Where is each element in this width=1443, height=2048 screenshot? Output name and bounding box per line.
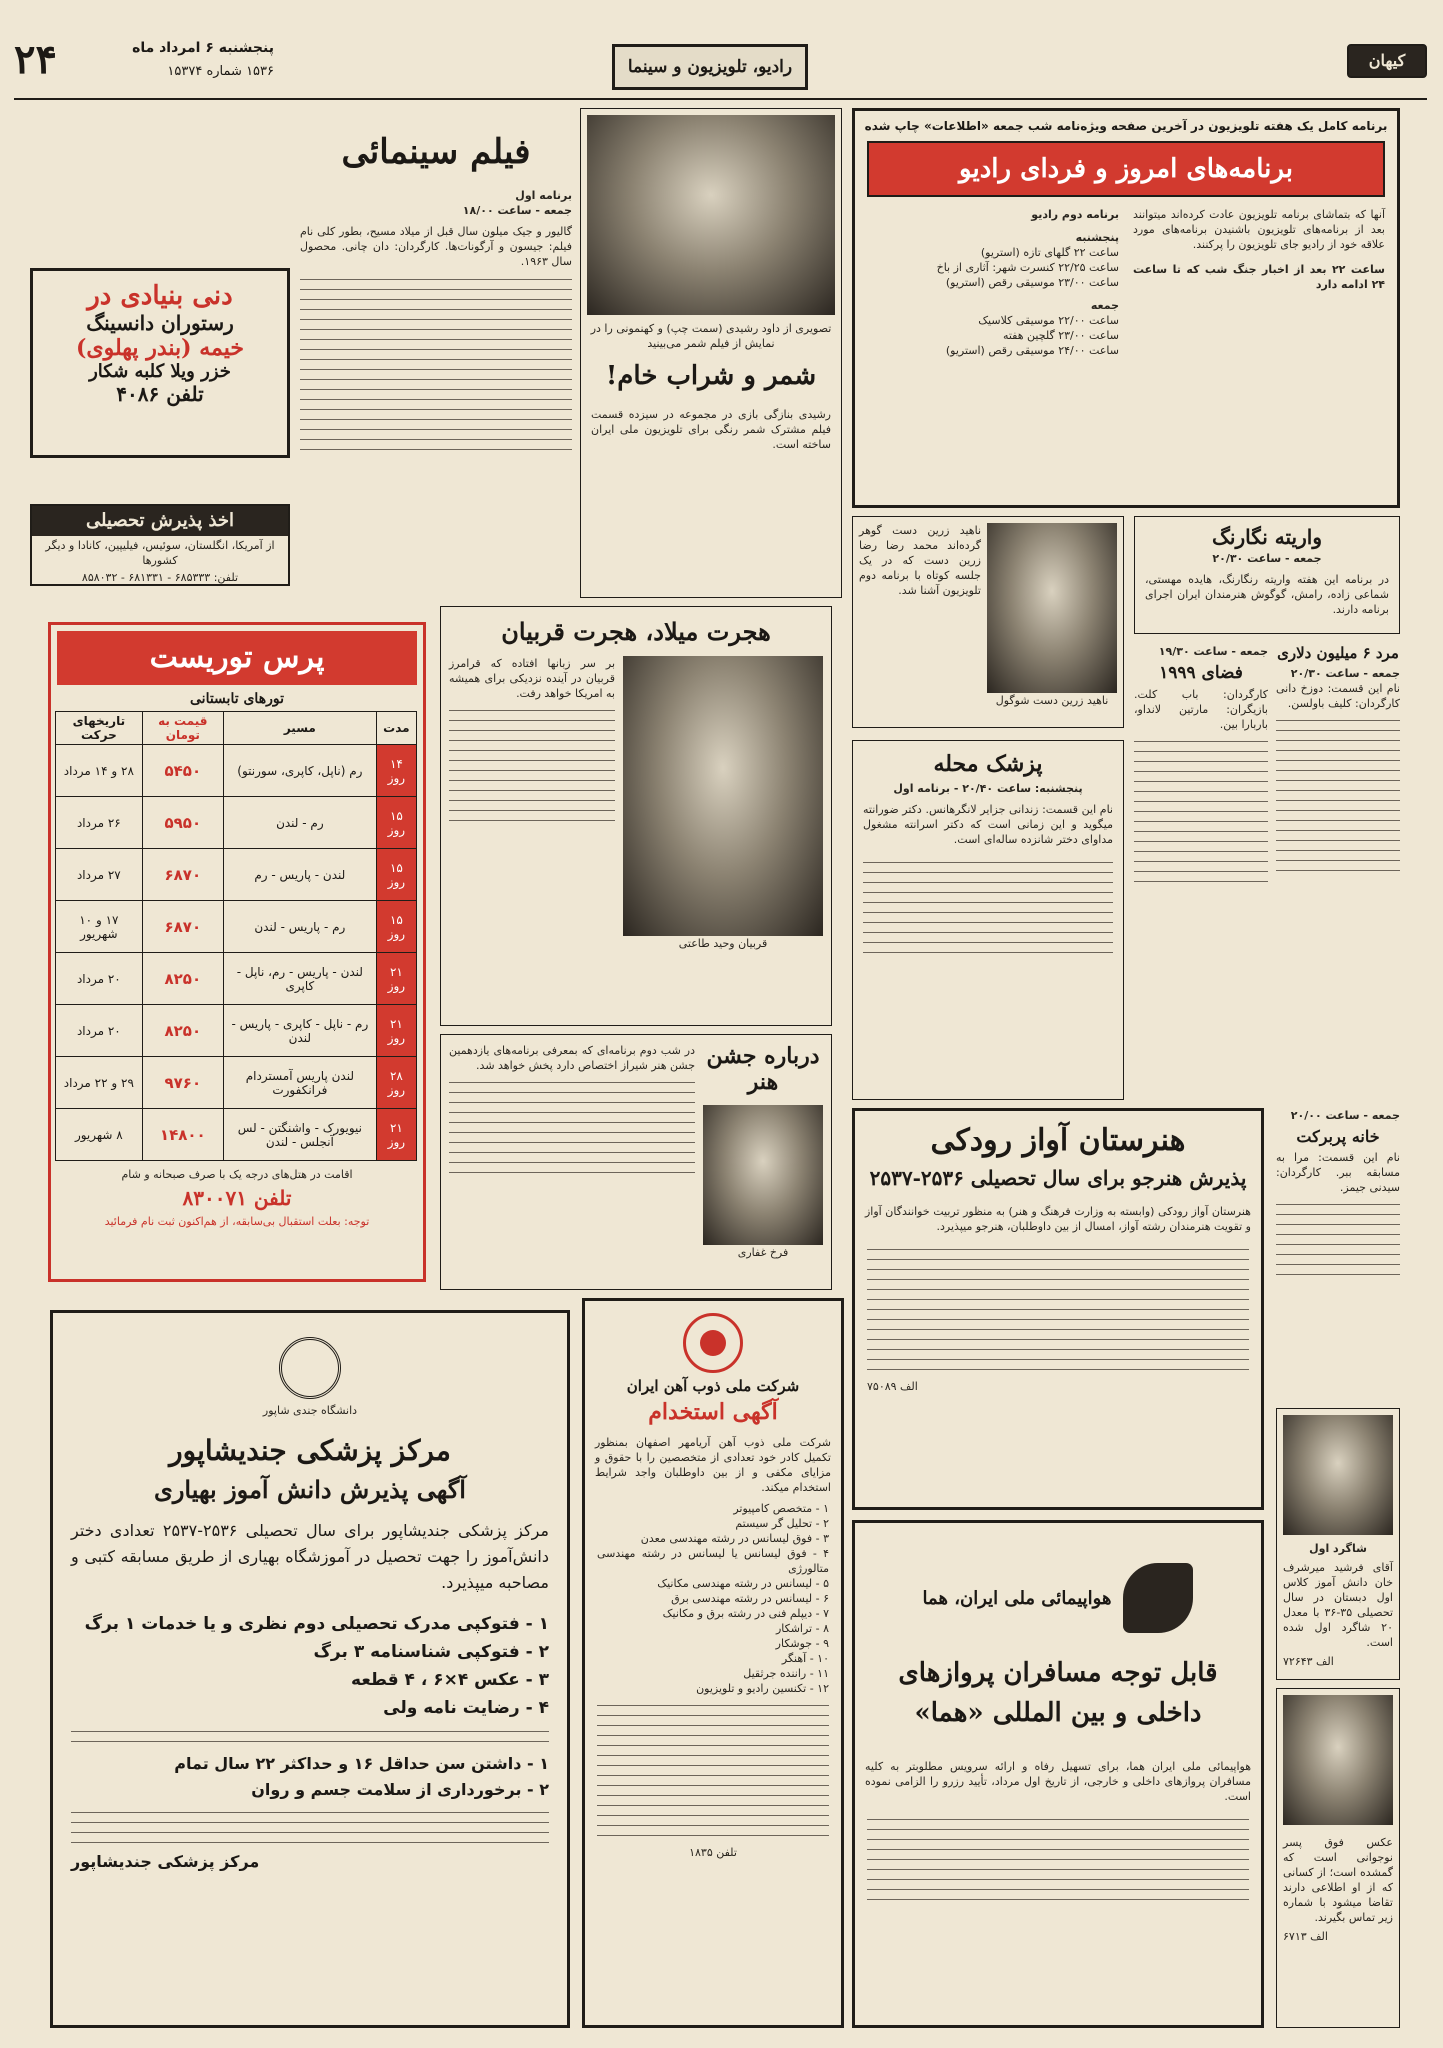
- jundishapur-item: ۳ - عکس ۴×۶ ، ۴ قطعه: [351, 1670, 549, 1690]
- tour-days: ۱۵ روز: [376, 849, 416, 901]
- tour-header-row: [56, 712, 417, 745]
- tour-price: ۹۷۶۰: [142, 1057, 223, 1109]
- boy-notice-2: [1276, 1688, 1400, 2028]
- jundishapur-condition: ۱ - داشتن سن حداقل ۱۶ و حداکثر ۲۲ سال تمام: [174, 1754, 549, 1773]
- tour-date: ۲۷ مرداد: [56, 849, 143, 901]
- boy1-code: الف ۷۲۶۴۳: [1283, 1655, 1334, 1668]
- festival-body: در شب دوم برنامه‌ای که بمعرفی برنامه‌های یازدهمین جشن هنر شیراز اختصاص دارد پخش خواهد شد.: [449, 1044, 695, 1072]
- conservatory-title: هنرستان آواز رودکی: [930, 1123, 1186, 1158]
- fri-item-3: ساعت ۲۴/۰۰ موسیقی رقص (استریو): [945, 344, 1119, 357]
- steel-footer: تلفن ۱۸۳۵: [689, 1846, 737, 1859]
- tour-row: [56, 901, 417, 953]
- tour-row: [56, 745, 417, 797]
- steel-item: ۸ - تراشکار: [775, 1622, 829, 1635]
- boy2-body: عکس فوق پسر نوجوانی است که گمشده است؛ از کسانی که از او اطلاعی دارند تقاضا میشود با شماره زیر تماس بگیرند.: [1283, 1836, 1393, 1924]
- fazaye-title: فضای ۱۹۹۹: [1159, 663, 1243, 683]
- film-cinema-time: جمعه - ساعت ۱۸/۰۰: [462, 204, 572, 217]
- actress-photo: [987, 523, 1117, 693]
- tour-route: رم - پاریس - لندن: [223, 901, 376, 953]
- hejrat-title: هجرت میلاد، هجرت قربیان: [501, 617, 771, 646]
- homa-title: قابل توجه مسافران پروازهای داخلی و بین المللی «هما»: [898, 1658, 1218, 1728]
- conservatory-code: الف ۷۵۰۸۹: [867, 1380, 918, 1393]
- jundishapur-conditions: [53, 1751, 567, 1803]
- restaurant-line4: خزر ویلا کلبه شکار: [89, 361, 231, 382]
- steel-item: ۱۲ - تکنسین رادیو و تلویزیون: [696, 1682, 829, 1695]
- restaurant-phone: تلفن ۴۰۸۶: [116, 382, 204, 406]
- shamr-body: رشیدی بنازگی بازی در مجموعه در سیزده قسمت فیلم مشترک شمر رنگی برای تلویزیون ملی ایران ساخته است.: [591, 408, 831, 451]
- hejrat-photo-block: [623, 656, 823, 951]
- steel-item: ۴ - فوق لیسانس یا لیسانس در رشته مهندسی متالورژی: [597, 1547, 829, 1575]
- fri-item-1: ساعت ۲۲/۰۰ موسیقی کلاسیک: [978, 314, 1119, 327]
- boy-photo-1: [1283, 1415, 1393, 1535]
- doctor-title: پزشک محله: [933, 751, 1043, 777]
- film-cinema-body: گالیور و جیک میلون سال قبل از میلاد مسیح، بطور کلی نام فیلم: جیسون و آرگونات‌ها. کارگردان: دان چانی. محصول سال ۱۹۶۳.: [300, 225, 572, 268]
- homa-brand: هواپیمائی ملی ایران، هما: [922, 1587, 1112, 1609]
- fazaye-article: [1134, 644, 1268, 1024]
- steel-item: ۱۰ - آهنگر: [781, 1652, 829, 1665]
- programs-schedule-column: [867, 207, 1119, 358]
- boy-notice-1: [1276, 1408, 1400, 1680]
- tour-route: لندن - پاریس - رم: [223, 849, 376, 901]
- tour-price: ۶۸۷۰: [142, 901, 223, 953]
- admission-ad: [30, 504, 290, 586]
- tour-header-route: مسیر: [223, 712, 376, 745]
- film-cinema-filler: [300, 279, 572, 450]
- tour-days: ۲۸ روز: [376, 1057, 416, 1109]
- jundishapur-items: [53, 1610, 567, 1722]
- section-header: [612, 44, 808, 90]
- tour-row: [56, 1057, 417, 1109]
- masthead-date-block: [14, 34, 274, 94]
- film-still-photo: [587, 115, 835, 315]
- perbark-article: [1276, 1108, 1400, 1398]
- radio2-title: برنامه دوم رادیو: [1031, 208, 1119, 221]
- tour-route: لندن - پاریس - رم، ناپل - کاپری: [223, 953, 376, 1005]
- conservatory-ad: [852, 1108, 1264, 1510]
- six-million-title: مرد ۶ میلیون دلاری: [1277, 644, 1399, 662]
- steel-items: [585, 1501, 841, 1696]
- tour-price: ۶۸۷۰: [142, 849, 223, 901]
- steel-item: ۱ - متخصص کامپیوتر: [733, 1502, 829, 1515]
- fri-item-2: ساعت ۲۳/۰۰ گلچین هفته: [1002, 329, 1119, 342]
- tour-route: رم - لندن: [223, 797, 376, 849]
- tour-days: ۱۴ روز: [376, 745, 416, 797]
- jundishapur-item: ۴ - رضایت نامه ولی: [383, 1698, 549, 1718]
- doctor-time: پنجشنبه: ساعت ۲۰/۴۰ - برنامه اول: [893, 782, 1083, 795]
- variety-time: جمعه - ساعت ۲۰/۳۰: [1212, 552, 1322, 565]
- programs-intro-column: [1133, 207, 1385, 358]
- admission-phone: تلفن: ۶۸۵۳۳۳ - ۶۸۱۳۳۱ - ۸۵۸۰۳۲: [81, 571, 239, 584]
- tour-date: ۲۰ مرداد: [56, 953, 143, 1005]
- shamr-article: [580, 108, 842, 598]
- tour-price: ۸۲۵۰: [142, 1005, 223, 1057]
- thu-item-3: ساعت ۲۳/۰۰ موسیقی رقص (استریو): [945, 276, 1119, 289]
- page-number: ۲۴: [14, 36, 57, 83]
- section-title: رادیو، تلویزیون و سینما: [627, 57, 793, 77]
- variety-body: در برنامه این هفته واریته رنگارنگ، هایده مهستی، شماعی زاده، رامش، گوگوش هنرمندان ایران اجرای برنامه دارند.: [1145, 573, 1389, 616]
- steel-item: ۶ - لیسانس در رشته مهندسی برق: [671, 1592, 829, 1605]
- festival-title: درباره جشن هنر: [706, 1043, 820, 1095]
- perbark-time: جمعه - ساعت ۲۰/۰۰: [1290, 1109, 1400, 1122]
- festival-filler: [449, 1082, 695, 1173]
- festival-photo-block: [703, 1043, 823, 1260]
- tour-route: لندن پاریس آمستردام فرانکفورت: [223, 1057, 376, 1109]
- tour-row: [56, 1005, 417, 1057]
- jundishapur-subtitle: آگهی پذیرش دانش آموز بهیاری: [154, 1475, 466, 1504]
- festival-text-column: [449, 1043, 695, 1260]
- steel-item: ۲ - تحلیل گر سیستم: [735, 1517, 829, 1530]
- jundishapur-condition: ۲ - برخورداری از سلامت جسم و روان: [251, 1780, 549, 1799]
- programs-topline: برنامه کامل یک هفته تلویزیون در آخرین صفحه ویژه‌نامه شب جمعه «اطلاعات» چاپ شده: [864, 119, 1388, 133]
- tour-days: ۱۵ روز: [376, 797, 416, 849]
- steel-item: ۹ - جوشکار: [775, 1637, 829, 1650]
- hejrat-photo: [623, 656, 823, 936]
- fazaye-body: کارگردان: باب کلت. بازیگران: مارتین لانداو، باربارا بین.: [1134, 688, 1268, 731]
- tour-price: ۸۲۵۰: [142, 953, 223, 1005]
- steel-item: ۱۱ - راننده جرثقیل: [743, 1667, 829, 1680]
- tour-price: ۱۴۸۰۰: [142, 1109, 223, 1161]
- tour-date: ۲۰ مرداد: [56, 1005, 143, 1057]
- programs-news: ساعت ۲۲ بعد از اخبار جنگ شب که تا ساعت ۲۴ ادامه دارد: [1133, 263, 1386, 291]
- tour-route: رم - ناپل - کاپری - پاریس - لندن: [223, 1005, 376, 1057]
- conservatory-body: هنرستان آواز رودکی (وابسته به وزارت فرهنگ و هنر) به منظور تربیت خوانندگان آواز و تقویت هنرمندان رشته آواز، امسال از بین داوطلبان، هنرجو میپذیرد.: [865, 1205, 1251, 1233]
- jundishapur-signature: مرکز پزشکی جندیشاپور: [71, 1852, 260, 1871]
- steel-item: ۳ - فوق لیسانس در رشته مهندسی معدن: [640, 1532, 829, 1545]
- day2-label: جمعه: [1090, 299, 1119, 312]
- tour-date: ۲۸ و ۱۴ مرداد: [56, 745, 143, 797]
- doctor-article: [852, 740, 1124, 1100]
- programs-title: برنامه‌های امروز و فردای رادیو: [867, 141, 1385, 197]
- hejrat-body: بر سر زبانها افتاده که قرامرز قربیان در آینده نزدیکی برای همیشه به امریکا خواهد رفت.: [449, 657, 615, 700]
- restaurant-line1: دنی بنیادی در: [87, 281, 233, 311]
- tour-row: [56, 797, 417, 849]
- actress-body: ناهید زرین دست گوهر گرده‌اند محمد رضا رضا زرین دست که در یک جلسه کوتاه با برنامه دوم تلویزیون آشنا شد.: [859, 524, 981, 597]
- thu-item-1: ساعت ۲۲ گلهای تازه (استریو): [980, 246, 1119, 259]
- six-million-article: [1276, 644, 1400, 1094]
- steel-logo-icon: [683, 1313, 743, 1373]
- festival-caption: فرخ غفاری: [737, 1246, 789, 1259]
- tour-date: ۱۷ و ۱۰ شهریور: [56, 901, 143, 953]
- restaurant-line2: رستوران دانسینگ: [86, 311, 234, 335]
- festival-article: [440, 1034, 832, 1290]
- steel-item: ۷ - دیپلم فنی در رشته برق و مکانیک: [662, 1607, 829, 1620]
- hejrat-text-column: [449, 656, 615, 951]
- tour-table: [55, 711, 417, 1161]
- hejrat-caption: قربیان وحید طاعتی: [678, 937, 768, 950]
- jundishapur-item: ۱ - فتوکپی مدرک تحصیلی دوم نظری و یا خدمات ۱ برگ: [84, 1614, 549, 1634]
- fazaye-filler: [1134, 741, 1268, 882]
- tour-row: [56, 953, 417, 1005]
- tour-header-price: قیمت به تومان: [142, 712, 223, 745]
- tour-note: اقامت در هتل‌های درجه یک با صرف صبحانه و شام: [121, 1168, 353, 1181]
- shamr-title: شمر و شراب خام!: [605, 361, 817, 391]
- actress-photo-block: [987, 523, 1117, 708]
- film-cinema-title: فیلم سینمائی: [341, 132, 531, 172]
- tour-row: [56, 849, 417, 901]
- radio-programs-box: [852, 108, 1400, 508]
- actress-article: [852, 516, 1124, 728]
- doctor-filler: [853, 862, 1123, 953]
- tour-date: ۲۹ و ۲۲ مرداد: [56, 1057, 143, 1109]
- tour-days: ۲۱ روز: [376, 953, 416, 1005]
- variety-article: [1134, 516, 1400, 634]
- steel-filler: [585, 1705, 841, 1836]
- festival-photo: [703, 1105, 823, 1245]
- tour-days: ۱۵ روز: [376, 901, 416, 953]
- doctor-body: نام این قسمت: زندانی جزایر لانگرهانس. دکتر ضورانته میگوید و این زمانی است که دکتر اسرانته مشغول مداوای دختر شانزده ساله‌ای است.: [863, 803, 1113, 846]
- tour-row: [56, 1109, 417, 1161]
- jundishapur-filler: [53, 1731, 567, 1742]
- issue-number: ۱۵۳۶ شماره ۱۵۳۷۴: [167, 64, 274, 79]
- boy1-body: آقای فرشید میرشرف خان دانش آموز کلاس اول دبستان در سال تحصیلی ۳۵-۳۶ با معدل ۲۰ شاگرد اول شده است.: [1283, 1561, 1394, 1649]
- jundishapur-title: مرکز پزشکی جندیشاپور: [169, 1434, 451, 1467]
- boy-photo-2: [1283, 1695, 1393, 1825]
- newspaper-logo: [1347, 44, 1427, 78]
- header-rule: [14, 98, 1427, 100]
- tour-date: ۸ شهریور: [56, 1109, 143, 1161]
- tour-phone: تلفن ۸۳۰۰۷۱: [182, 1186, 292, 1210]
- variety-title: واریته نگارنگ: [1212, 525, 1322, 549]
- tour-brand: پرس توریست: [57, 631, 417, 685]
- six-million-filler: [1276, 720, 1400, 871]
- six-million-body: نام این قسمت: دوزخ دانی کارگردان: کلیف باولسن.: [1276, 682, 1400, 710]
- logo-text: کیهان: [1368, 51, 1406, 70]
- steel-item: ۵ - لیسانس در رشته مهندسی مکانیک: [657, 1577, 829, 1590]
- thu-item-2: ساعت ۲۲/۲۵ کنسرت شهر: آثاری از باخ: [936, 261, 1119, 274]
- steel-body: شرکت ملی ذوب آهن آریامهر اصفهان بمنظور تکمیل کادر خود تعدادی از متخصصین را با حقوق و مزایای مکفی و از بین داوطلبان واجد شرایط استخدام میکند.: [595, 1436, 831, 1494]
- perbark-body: نام این قسمت: مرا به مسابقه ببر. کارگردان: سیدنی جیمز.: [1276, 1151, 1400, 1194]
- perbark-title: خانه پربرکت: [1296, 1127, 1380, 1146]
- six-million-time: جمعه - ساعت ۲۰/۳۰: [1290, 667, 1400, 680]
- steel-name: شرکت ملی ذوب آهن ایران: [626, 1377, 800, 1395]
- tour-date: ۲۶ مرداد: [56, 797, 143, 849]
- film-cinema-article: [300, 108, 572, 598]
- tour-days: ۲۱ روز: [376, 1109, 416, 1161]
- jundishapur-item: ۲ - فتوکپی شناسنامه ۳ برگ: [313, 1642, 549, 1662]
- admission-title: اخذ پذیرش تحصیلی: [32, 506, 288, 536]
- conservatory-filler: [855, 1249, 1261, 1370]
- tour-header-days: مدت: [376, 712, 416, 745]
- perbark-filler: [1276, 1204, 1400, 1275]
- tour-price: ۵۹۵۰: [142, 797, 223, 849]
- tour-price: ۵۴۵۰: [142, 745, 223, 797]
- jundishapur-org: دانشگاه جندی شاپور: [262, 1404, 358, 1417]
- actress-caption: ناهید زرین دست شوگول: [995, 694, 1109, 707]
- homa-body: هواپیمائی ملی ایران هما، برای تسهیل رفاه و ارائه سرویس مطلوبتر به کلیه مسافران پروازهای داخلی و خارجی، از تاریخ اول مرداد، تأیید رزرو را الزامی نموده است.: [865, 1760, 1251, 1803]
- jundishapur-ad: [50, 1310, 570, 2028]
- boy1-caption: شاگرد اول: [1309, 1542, 1367, 1555]
- steel-company-ad: [582, 1298, 844, 2028]
- boy2-code: الف ۶۷۱۳: [1283, 1930, 1328, 1943]
- film-photo-caption: تصویری از داود رشیدی (سمت چپ) و کهنمونی را در نمایش از فیلم شمر می‌بینید: [590, 322, 832, 350]
- day1-label: پنجشنبه: [1075, 231, 1119, 244]
- homa-ad: [852, 1520, 1264, 2028]
- university-emblem-icon: [279, 1337, 341, 1399]
- issue-date: پنجشنبه ۶ امرداد ماه: [132, 40, 274, 56]
- homa-filler: [855, 1819, 1261, 1900]
- tour-days: ۲۱ روز: [376, 1005, 416, 1057]
- tour-route: نیویورک - واشنگتن - لس آنجلس - لندن: [223, 1109, 376, 1161]
- conservatory-subtitle: پذیرش هنرجو برای سال تحصیلی ۲۵۳۶-۲۵۳۷: [869, 1166, 1247, 1190]
- fazaye-time: جمعه - ساعت ۱۹/۳۰: [1158, 645, 1268, 658]
- film-cinema-program: برنامه اول: [515, 189, 572, 202]
- steel-title: آگهی استخدام: [648, 1399, 778, 1425]
- homa-brand-row: [855, 1563, 1261, 1633]
- homa-bird-icon: [1123, 1563, 1193, 1633]
- tour-subtitle: تورهای تابستانی: [190, 691, 284, 707]
- hejrat-filler: [449, 710, 615, 821]
- jundishapur-body: مرکز پزشکی جندیشاپور برای سال تحصیلی ۲۵۳۶-۲۵۳۷ تعدادی دختر دانش‌آموز را جهت تحصیل در آموزشگاه بهیاری از طریق مسابقه کتبی و مصاحبه میپذیرد.: [71, 1521, 550, 1592]
- restaurant-ad: [30, 268, 290, 458]
- hejrat-article: [440, 606, 832, 1026]
- tour-footer: توجه: بعلت استقبال بی‌سابقه، از هم‌اکنون ثبت نام فرمائید: [104, 1215, 370, 1228]
- programs-intro: آنها که بتماشای برنامه تلویزیون عادت کرده‌اند میتوانند بعد از برنامه‌های تلویزیون باشنیدن برنامه‌های مورد علاقه خود از رادیو جای تلویزیون را پرکنند.: [1133, 208, 1385, 251]
- jundishapur-filler-2: [53, 1812, 567, 1843]
- tour-route: رم (ناپل، کاپری، سورنتو): [223, 745, 376, 797]
- tour-ad: [48, 622, 426, 1282]
- tour-header-date: تاریخهای حرکت: [56, 712, 143, 745]
- admission-body: از آمریکا، انگلستان، سوئیس، فیلیپین، کانادا و دیگر کشورها: [45, 539, 275, 567]
- restaurant-line3: خیمه (بندر پهلوی): [76, 335, 244, 361]
